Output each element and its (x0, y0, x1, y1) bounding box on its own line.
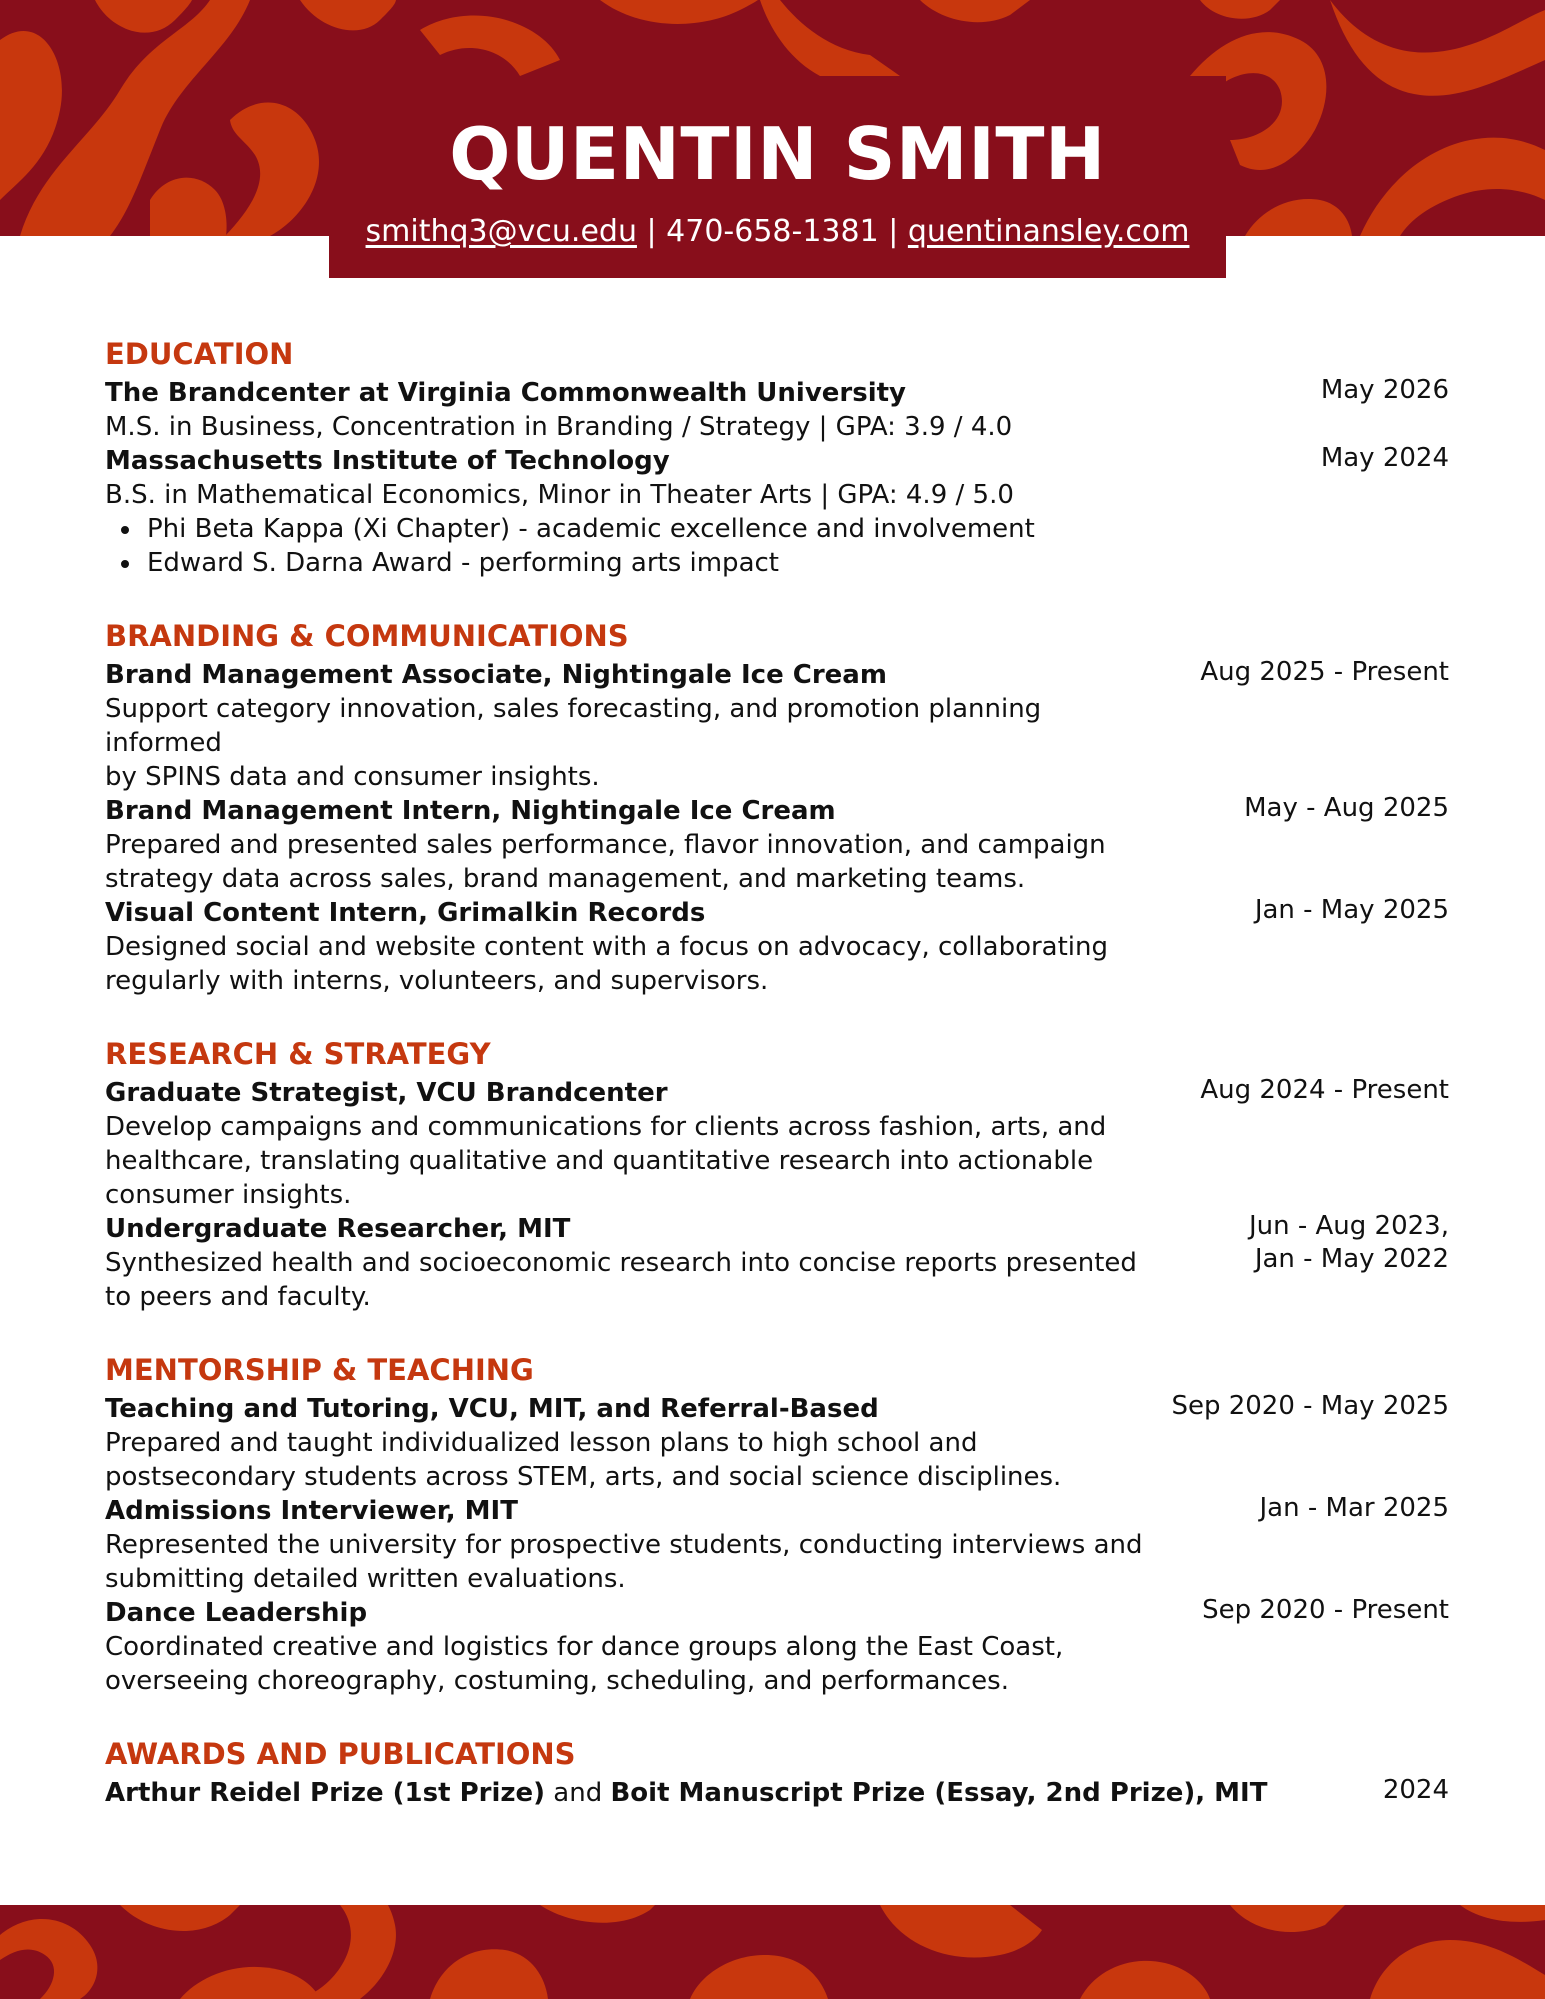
section-title: AWARDS AND PUBLICATIONS (105, 1737, 576, 1771)
entry-date: Sep 2020 - May 2025 (1171, 1391, 1449, 1421)
award-connector: and (553, 1778, 603, 1808)
section-branding (105, 614, 1449, 998)
entry-date: Aug 2024 - Present (1200, 1075, 1449, 1105)
description-line: strategy data across sales, brand management, and marketing teams. (105, 864, 1026, 894)
description-line: regularly with interns, volunteers, and supervisors. (105, 966, 769, 996)
date-line: Jan - May 2022 (1254, 1244, 1449, 1274)
description-line: Prepared and presented sales performance, flavor innovation, and campaign (105, 830, 1106, 860)
contact-separator: | (646, 214, 657, 249)
description-line: consumer insights. (105, 1180, 352, 1210)
entry-title: Teaching and Tutoring, VCU, MIT, and Referral-Based (105, 1394, 879, 1424)
entry-title: Graduate Strategist, VCU Brandcenter (105, 1078, 668, 1108)
experience-entry (105, 1494, 1449, 1596)
entry-description: B.S. in Mathematical Economics, Minor in Theater Arts | GPA: 4.9 / 5.0 (105, 480, 1014, 510)
entry-date: 2024 (1382, 1775, 1449, 1805)
entry-date: Jan - May 2025 (1254, 895, 1449, 925)
applicant-name: QUENTIN SMITH (449, 112, 1106, 196)
entry-description (105, 1528, 1150, 1596)
entry-date: Jan - Mar 2025 (1259, 1493, 1449, 1523)
description-line: Synthesized health and socioeconomic research into concise reports presented (105, 1248, 1137, 1278)
entry-date: Aug 2025 - Present (1200, 657, 1449, 687)
section-title: EDUCATION (105, 337, 294, 371)
entry-description (105, 1426, 1150, 1494)
footer-decorative-band (0, 1905, 1545, 1999)
date-line: Jun - Aug 2023, (1248, 1211, 1449, 1241)
description-line: submitting detailed written evaluations. (105, 1564, 626, 1594)
section-title: MENTORSHIP & TEACHING (105, 1353, 534, 1387)
entry-description (105, 1246, 1150, 1314)
experience-entry (105, 658, 1449, 794)
name-header-box (329, 76, 1226, 278)
website-link[interactable]: quentinansley.com (907, 214, 1190, 249)
contact-line (329, 212, 1226, 252)
award-name: Arthur Reidel Prize (1st Prize) (105, 1778, 546, 1808)
section-awards (105, 1732, 1449, 1810)
entry-title: The Brandcenter at Virginia Commonwealth University (105, 378, 906, 408)
section-title: RESEARCH & STRATEGY (105, 1037, 491, 1071)
description-line: to peers and faculty. (105, 1282, 371, 1312)
description-line: Designed social and website content with a focus on advocacy, collaborating (105, 932, 1109, 962)
list-item: • Phi Beta Kappa (Xi Chapter) - academic excellence and involvement (143, 512, 1449, 546)
description-line: Prepared and taught individualized lesson plans to high school and (105, 1428, 978, 1458)
entry-date: May 2026 (1320, 375, 1449, 405)
entry-title: Admissions Interviewer, MIT (105, 1496, 518, 1526)
experience-entry (105, 794, 1449, 896)
description-line: healthcare, translating qualitative and quantitative research into actionable (105, 1146, 1094, 1176)
section-research (105, 1032, 1449, 1314)
section-mentorship (105, 1348, 1449, 1698)
entry-description (105, 1630, 1150, 1698)
phone-number: 470-658-1381 (666, 214, 879, 249)
entry-title: Brand Management Associate, Nightingale Ice Cream (105, 660, 887, 690)
education-entry (105, 376, 1449, 444)
experience-entry (105, 1596, 1449, 1698)
entry-title: Dance Leadership (105, 1598, 368, 1628)
award-entry (105, 1776, 1449, 1810)
entry-date: May 2024 (1320, 443, 1449, 473)
award-name: Boit Manuscript Prize (Essay, 2nd Prize), MIT (610, 1778, 1268, 1808)
resume-body (105, 332, 1449, 1844)
section-title: BRANDING & COMMUNICATIONS (105, 619, 629, 653)
description-line: Develop campaigns and communications for clients across fashion, arts, and (105, 1112, 1107, 1142)
entry-description (105, 1110, 1150, 1212)
description-line: postsecondary students across STEM, arts, and social science disciplines. (105, 1462, 1062, 1492)
entry-description (105, 692, 1150, 794)
award-line (105, 1776, 1449, 1810)
entry-description (105, 930, 1150, 998)
honors-list (105, 512, 1449, 580)
entry-title: Brand Management Intern, Nightingale Ice Cream (105, 796, 836, 826)
contact-separator: | (888, 214, 899, 249)
description-line: Support category innovation, sales forecasting, and promotion planning informed (105, 694, 1042, 758)
entry-title: Undergraduate Researcher, MIT (105, 1214, 571, 1244)
experience-entry (105, 1212, 1449, 1314)
entry-date: Sep 2020 - Present (1202, 1595, 1449, 1625)
swirl-pattern-bottom (0, 1905, 1545, 1999)
education-entry (105, 444, 1449, 580)
entry-title: Visual Content Intern, Grimalkin Records (105, 898, 706, 928)
description-line: overseeing choreography, costuming, scheduling, and performances. (105, 1666, 1009, 1696)
experience-entry (105, 896, 1449, 998)
section-education (105, 332, 1449, 580)
experience-entry (105, 1076, 1449, 1212)
entry-description: M.S. in Business, Concentration in Branding / Strategy | GPA: 3.9 / 4.0 (105, 412, 1013, 442)
entry-title: Massachusetts Institute of Technology (105, 446, 670, 476)
description-line: Coordinated creative and logistics for dance groups along the East Coast, (105, 1632, 1064, 1662)
entry-description (105, 828, 1150, 896)
email-link[interactable]: smithq3@vcu.edu (365, 214, 637, 249)
list-item: • Edward S. Darna Award - performing arts impact (143, 546, 1449, 580)
description-line: Represented the university for prospective students, conducting interviews and (105, 1530, 1143, 1560)
experience-entry (105, 1392, 1449, 1494)
entry-date: May - Aug 2025 (1244, 793, 1449, 823)
entry-date (1249, 1210, 1449, 1276)
description-line: by SPINS data and consumer insights. (105, 762, 600, 792)
